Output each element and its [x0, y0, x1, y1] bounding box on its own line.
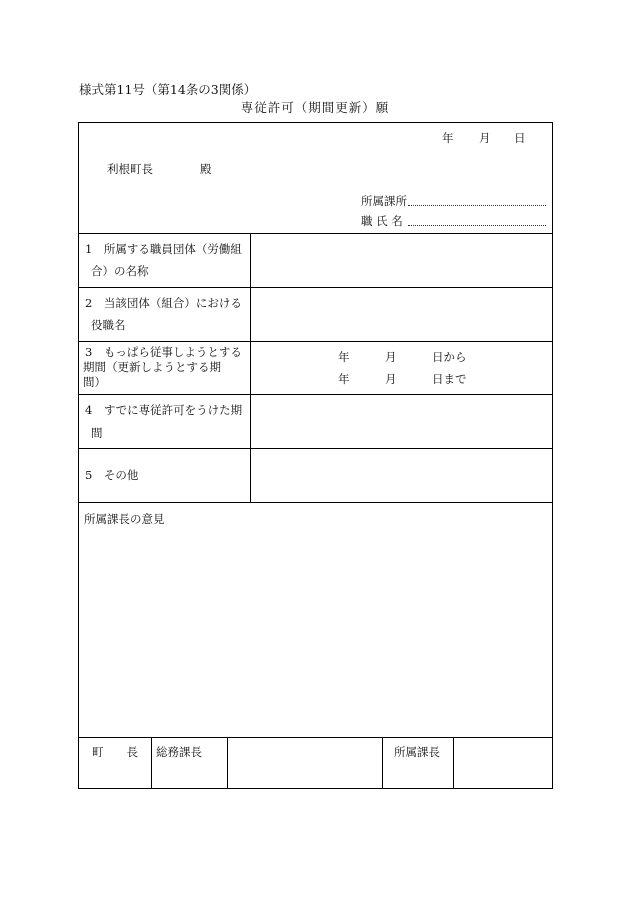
- period-from-month: 月: [385, 350, 397, 364]
- row-3-label-cont2: 間）: [83, 375, 106, 389]
- dept-label: 所属課所: [361, 194, 407, 208]
- period-to-month: 月: [385, 372, 397, 386]
- addressee: 利根町長: [107, 162, 153, 176]
- date-day: 日: [514, 131, 526, 145]
- general-affairs-label: 総務課長: [156, 745, 202, 759]
- row-4-label: 4 すでに専従許可をうけた期: [85, 403, 243, 417]
- name-label: 職 氏 名: [361, 214, 403, 228]
- period-to-year: 年: [338, 372, 350, 386]
- section-chief-label: 所属課長: [394, 745, 440, 759]
- row-1-label-cont: 合）の名称: [91, 264, 149, 278]
- footer-divider: [382, 737, 383, 789]
- row-3-label-cont: 期間（更新しようとする期: [83, 360, 221, 374]
- dept-entry-line[interactable]: [408, 205, 546, 206]
- form-table: [78, 122, 553, 789]
- row-divider: [78, 737, 553, 738]
- row-divider: [78, 233, 553, 234]
- opinion-label: 所属課長の意見: [84, 512, 165, 526]
- footer-divider: [453, 737, 454, 789]
- mayor-label: 町 長: [92, 745, 138, 759]
- period-to-day: 日まで: [432, 372, 467, 386]
- honorific: 殿: [200, 162, 212, 176]
- row-divider: [78, 287, 553, 288]
- footer-divider: [151, 737, 152, 789]
- row-3-label: 3 もっぱら従事しようとする: [85, 345, 242, 359]
- date-month: 月: [479, 131, 491, 145]
- row-1-label: 1 所属する職員団体（労働組: [85, 242, 242, 256]
- date-year: 年: [442, 131, 454, 145]
- period-from-day: 日から: [432, 350, 467, 364]
- row-4-label-cont: 間: [91, 426, 103, 440]
- row-divider: [78, 502, 553, 503]
- row-2-label: 2 当該団体（組合）における: [85, 296, 242, 310]
- footer-divider: [227, 737, 228, 789]
- row-divider: [78, 448, 553, 449]
- period-from-year: 年: [338, 350, 350, 364]
- name-entry-line[interactable]: [408, 225, 546, 226]
- column-divider: [250, 233, 251, 502]
- row-divider: [78, 394, 553, 395]
- row-5-label: 5 その他: [85, 468, 139, 482]
- document-title: 専従許可（期間更新）願: [240, 100, 390, 115]
- row-2-label-cont: 役職名: [91, 318, 126, 332]
- row-divider: [78, 341, 553, 342]
- form-number-label: 様式第11号（第14条の3関係）: [79, 82, 257, 97]
